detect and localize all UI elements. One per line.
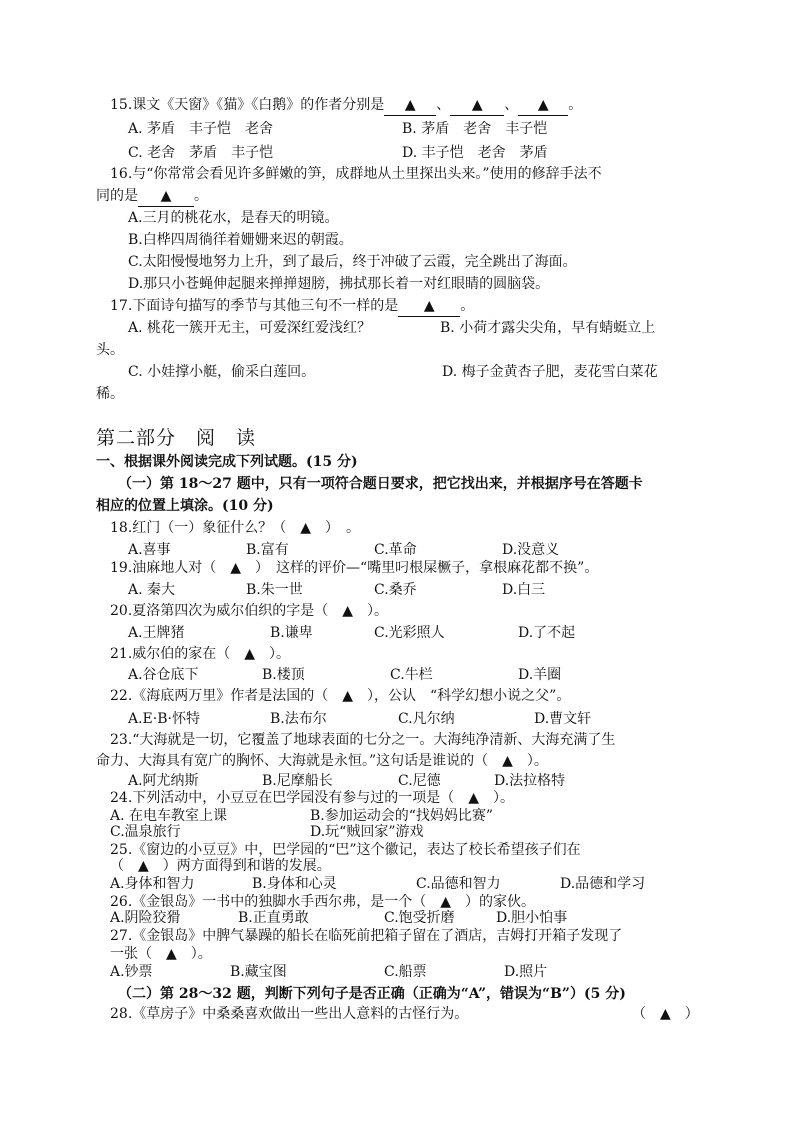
- q24-stem: 24.下列活动中，小豆豆在巴学园没有参与过的一项是（ ▲ ）。: [110, 790, 515, 806]
- q25-option-d: D.品德和学习: [560, 876, 646, 892]
- q15-option-b: B. 茅盾 老舍 丰子恺: [402, 121, 548, 137]
- q17-blank: ▲: [398, 296, 460, 317]
- q15-blank-3: ▲: [518, 95, 568, 116]
- q20-stem: 20.夏洛第四次为威尔伯织的字是（ ▲ ）。: [110, 603, 389, 619]
- section1-title: 一、根据课外阅读完成下列试题。(15 分): [96, 454, 358, 470]
- q17-option-d: D. 梅子金黄杏子肥，麦花雪白菜花: [442, 364, 658, 380]
- q23-option-a: A.阿尤纳斯: [128, 773, 199, 789]
- q22-option-a: A.E·B·怀特: [128, 711, 200, 727]
- q25-stem-line2: （ ▲ ）两方面得到和谐的发展。: [110, 858, 331, 874]
- q23-option-b: B.尼摩船长: [262, 773, 333, 789]
- q20-option-d: D.了不起: [518, 625, 576, 641]
- q27-stem-line2: 一张（ ▲ ）。: [110, 946, 212, 962]
- q15-stem: 15.课文《天窗》《猫》《白鹅》的作者分别是: [110, 97, 385, 113]
- q16-option-d: D.那只小苍蝇伸起腿来掸掸翅膀，拂拭那长着一对红眼睛的圆脑袋。: [128, 276, 550, 292]
- q24-option-a: A. 在电车教室上课: [110, 808, 228, 824]
- q24-option-b: B.参加运动会的“找妈妈比赛”: [310, 808, 494, 824]
- q21-option-d: D.羊圈: [518, 667, 562, 683]
- q28-answer-slot: （ ▲ ）: [632, 1006, 699, 1022]
- q26-option-c: C.饱受折磨: [384, 910, 455, 926]
- subsection1-line1: （一）第 18～27 题中，只有一项符合题日要求，把它找出来，并根据序号在答题卡: [118, 476, 643, 492]
- q20-option-b: B.谦卑: [270, 625, 313, 641]
- q27-option-b: B.藏宝图: [230, 964, 287, 980]
- q25-option-c: C.品德和智力: [416, 876, 501, 892]
- q23-option-d: D.法拉格特: [494, 773, 566, 789]
- q16-blank: ▲: [138, 186, 194, 207]
- q27-option-d: D.照片: [504, 964, 548, 980]
- q15-blank-1: ▲: [384, 95, 436, 116]
- subsection1-line2: 相应的位置上填涂。(10 分): [96, 498, 274, 514]
- q18-stem: 18.红门（一）象征什么？（ ▲ ） 。: [110, 520, 361, 536]
- q19-option-c: C.桑乔: [374, 582, 417, 598]
- q26-option-a: A.阴险狡猾: [110, 910, 181, 926]
- q19-option-a: A. 秦大: [128, 582, 176, 598]
- q21-option-b: B.楼顶: [262, 667, 305, 683]
- q19-option-b: B.朱一世: [246, 582, 303, 598]
- q18-option-d: D.没意义: [502, 542, 560, 558]
- q22-option-b: B.法布尔: [270, 711, 327, 727]
- q17-option-a: A. 桃花一簇开无主，可爱深红爱浅红？: [128, 320, 372, 336]
- q25-stem-line1: 25.《窗边的小豆豆》中，巴学园的“巴”这个徽记，表达了校长希望孩子们在: [110, 842, 581, 858]
- q17-option-b: B. 小荷才露尖尖角，早有蜻蜓立上: [440, 320, 656, 336]
- q26-option-d: D.胆小怕事: [496, 910, 568, 926]
- q27-option-c: C.船票: [384, 964, 427, 980]
- q17-option-b-cont: 头。: [96, 342, 124, 358]
- q26-option-b: B.正直勇敢: [238, 910, 309, 926]
- q16-stem-line1: 16.与“你常常会看见许多鲜嫩的笋，成群地从土里探出头来。”使用的修辞手法不: [110, 166, 602, 182]
- q18-option-c: C.革命: [374, 542, 417, 558]
- q19-option-d: D.白三: [502, 582, 546, 598]
- q25-option-b: B.身体和心灵: [252, 876, 337, 892]
- q18-option-a: A.喜事: [128, 542, 171, 558]
- q17-option-d-cont: 稀。: [96, 386, 124, 402]
- q27-stem-line1: 27.《金银岛》中脾气暴躁的船长在临死前把箱子留在了酒店，吉姆打开箱子发现了: [110, 928, 623, 944]
- q16-option-a: A.三月的桃花水，是春天的明镜。: [128, 210, 339, 226]
- q21-stem: 21.威尔伯的家在（ ▲ ）。: [110, 646, 291, 662]
- q22-option-c: C.凡尔纳: [398, 711, 455, 727]
- q15-option-c: C. 老舍 茅盾 丰子恺: [128, 145, 274, 161]
- q16-stem-line2: 同的是 ▲ 。: [96, 186, 208, 207]
- q15-option-d: D. 丰子恺 老舍 茅盾: [402, 145, 548, 161]
- q15-option-a: A. 茅盾 丰子恺 老舍: [128, 121, 274, 137]
- subsection2-title: （二）第 28～32 题，判断下列句子是否正确（正确为“A”，错误为“B”）(5 分): [118, 986, 626, 1002]
- q25-option-a: A.身体和智力: [110, 876, 195, 892]
- q19-stem: 19.油麻地人对（ ▲ ） 这样的评价—“嘴里叼根屎橛子，拿根麻花都不换”。: [110, 560, 599, 576]
- q28-stem: 28.《草房子》中桑桑喜欢做出一些出人意料的古怪行为。: [110, 1006, 469, 1022]
- q21-option-c: C.牛栏: [390, 667, 433, 683]
- q22-option-d: D.曹文轩: [534, 711, 592, 727]
- q18-option-b: B.富有: [246, 542, 289, 558]
- q21-option-a: A.谷仓底下: [128, 667, 199, 683]
- q22-stem: 22.《海底两万里》作者是法国的（ ▲ ），公认 “科学幻想小说之父”。: [110, 688, 571, 704]
- q26-stem: 26.《金银岛》一书中的独脚水手西尔弗，是一个（ ▲ ）的家伙。: [110, 894, 536, 910]
- q23-stem-line1: 23.“大海就是一切，它覆盖了地球表面的七分之一。大海纯净清新、大海充满了生: [110, 732, 616, 748]
- q20-option-c: C.光彩照人: [374, 625, 445, 641]
- q16-option-c: C.太阳慢慢地努力上升，到了最后，终于冲破了云霞，完全跳出了海面。: [128, 254, 577, 270]
- q17-stem: 17.下面诗句描写的季节与其他三句不一样的是 ▲ 。: [110, 296, 474, 317]
- part2-title: 第二部分 阅 读: [96, 427, 257, 449]
- q23-option-c: C.尼德: [398, 773, 441, 789]
- q24-option-c: C.温泉旅行: [110, 824, 181, 840]
- q15-line: 15.课文《天窗》《猫》《白鹅》的作者分别是 ▲ 、 ▲ 、 ▲ 。: [110, 95, 582, 116]
- q23-stem-line2: 命力、大海具有宽广的胸怀、大海就是永恒。”这句话是谁说的（ ▲ ）。: [96, 753, 548, 769]
- q24-option-d: D.玩“贼回家”游戏: [310, 824, 424, 840]
- q16-option-b: B.白桦四周徜徉着姗姗来迟的朝霞。: [128, 232, 353, 248]
- q17-option-c: C. 小娃撑小艇，偷采白莲回。: [128, 364, 316, 380]
- q15-blank-2: ▲: [450, 95, 504, 116]
- q20-option-a: A.王牌猪: [128, 625, 185, 641]
- q27-option-a: A.钞票: [110, 964, 153, 980]
